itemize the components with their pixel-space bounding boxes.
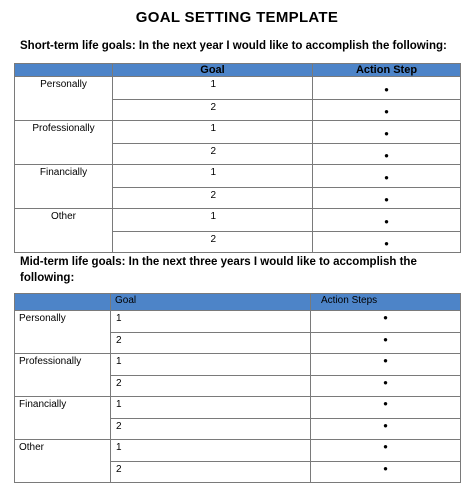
table-row: [15, 397, 461, 419]
table-row: [15, 232, 461, 253]
category-label-empty: [15, 462, 111, 483]
category-label-empty: [15, 100, 113, 121]
category-label: Other: [15, 209, 113, 232]
goal-cell[interactable]: 2: [111, 333, 311, 354]
table-row: [15, 333, 461, 354]
goal-cell[interactable]: 2: [111, 419, 311, 440]
header-goal: Goal: [113, 64, 313, 77]
category-label: Professionally: [15, 121, 113, 144]
goal-cell[interactable]: 2: [111, 376, 311, 397]
header-category: [15, 294, 111, 311]
table-header-row: [15, 294, 461, 311]
table-row: [15, 354, 461, 376]
action-step-bullet[interactable]: ●: [313, 77, 461, 100]
action-step-bullet[interactable]: ●: [313, 100, 461, 121]
page-title: GOAL SETTING TEMPLATE: [135, 9, 339, 26]
action-step-bullet[interactable]: ●: [311, 419, 461, 440]
goal-cell[interactable]: 1: [111, 397, 311, 419]
action-step-bullet[interactable]: ●: [311, 462, 461, 483]
table-row: [15, 209, 461, 232]
table-header-row: [15, 64, 461, 77]
header-goal: Goal: [111, 294, 311, 311]
action-step-bullet[interactable]: ●: [311, 440, 461, 462]
category-label-empty: [15, 232, 113, 253]
action-step-bullet[interactable]: ●: [311, 376, 461, 397]
goal-cell[interactable]: 1: [111, 440, 311, 462]
table-row: [15, 311, 461, 333]
category-label: Professionally: [15, 354, 111, 376]
action-step-bullet[interactable]: ●: [311, 397, 461, 419]
goal-cell[interactable]: 1: [111, 311, 311, 333]
table-row: [15, 165, 461, 188]
goal-cell[interactable]: 2: [113, 100, 313, 121]
action-step-bullet[interactable]: ●: [313, 144, 461, 165]
goal-cell[interactable]: 2: [113, 232, 313, 253]
category-label: Personally: [15, 77, 113, 100]
goal-cell[interactable]: 1: [111, 354, 311, 376]
category-label: Other: [15, 440, 111, 462]
table-row: [15, 144, 461, 165]
category-label: Personally: [15, 311, 111, 333]
category-label-empty: [15, 376, 111, 397]
goal-cell[interactable]: 2: [113, 144, 313, 165]
category-label: Financially: [15, 397, 111, 419]
header-action-step: Action Step: [313, 64, 461, 77]
table-row: [15, 121, 461, 144]
category-label-empty: [15, 144, 113, 165]
table-row: [15, 188, 461, 209]
mid-term-goals-table: [14, 293, 461, 483]
action-step-bullet[interactable]: ●: [313, 165, 461, 188]
goal-cell[interactable]: 2: [111, 462, 311, 483]
action-step-bullet[interactable]: ●: [311, 354, 461, 376]
header-action-steps: Action Steps: [311, 294, 461, 311]
action-step-bullet[interactable]: ●: [313, 209, 461, 232]
action-step-bullet[interactable]: ●: [313, 232, 461, 253]
action-step-bullet[interactable]: ●: [311, 311, 461, 333]
action-step-bullet[interactable]: ●: [311, 333, 461, 354]
table-row: [15, 376, 461, 397]
action-step-bullet[interactable]: ●: [313, 188, 461, 209]
category-label: Financially: [15, 165, 113, 188]
short-term-goals-table: [14, 63, 461, 253]
mid-term-heading: Mid-term life goals: In the next three years I would like to accomplish the following:: [20, 256, 417, 284]
goal-cell[interactable]: 1: [113, 121, 313, 144]
table-row: [15, 419, 461, 440]
table-row: [15, 77, 461, 100]
goal-cell[interactable]: 1: [113, 209, 313, 232]
category-label-empty: [15, 333, 111, 354]
goal-cell[interactable]: 1: [113, 77, 313, 100]
table-row: [15, 462, 461, 483]
goal-cell[interactable]: 2: [113, 188, 313, 209]
header-category: [15, 64, 113, 77]
table-row: [15, 100, 461, 121]
table-row: [15, 440, 461, 462]
action-step-bullet[interactable]: ●: [313, 121, 461, 144]
short-term-heading: Short-term life goals: In the next year I would like to accomplish the following:: [20, 40, 447, 52]
category-label-empty: [15, 188, 113, 209]
category-label-empty: [15, 419, 111, 440]
goal-cell[interactable]: 1: [113, 165, 313, 188]
